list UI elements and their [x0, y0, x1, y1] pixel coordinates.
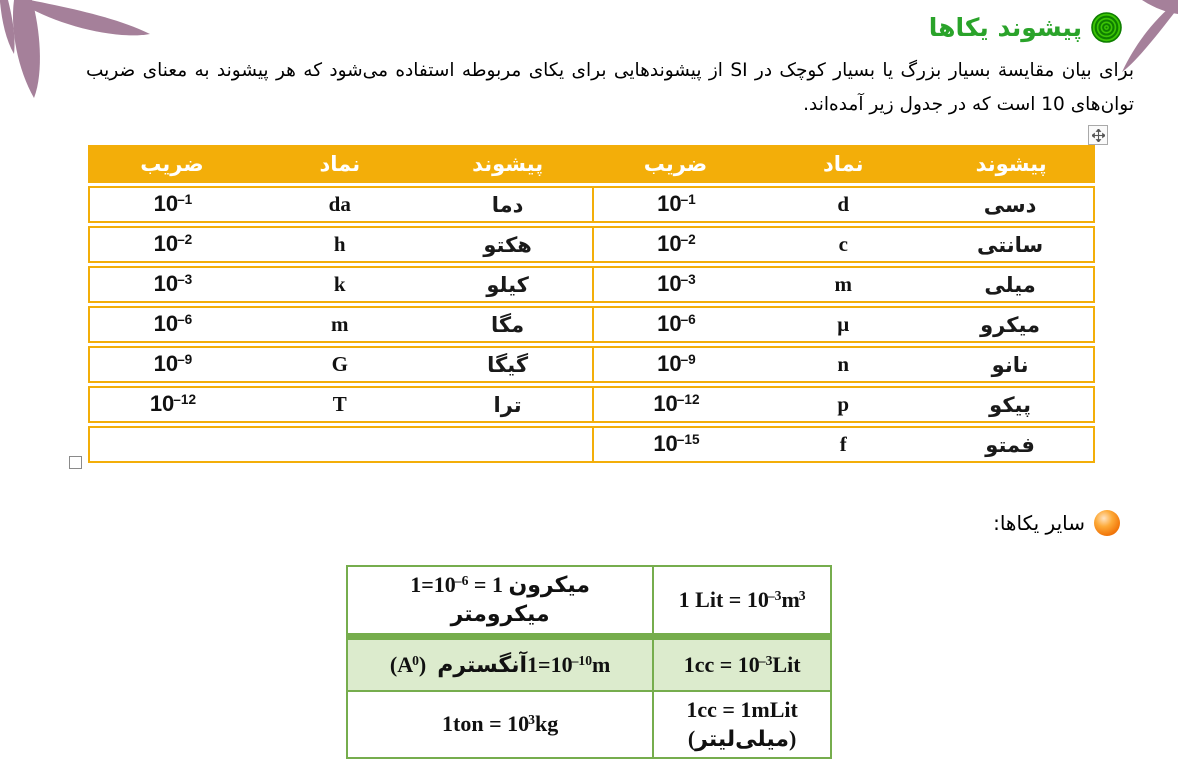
column-header-prefix: پیشوند [424, 145, 592, 183]
table-row [88, 426, 1095, 463]
table-row [88, 186, 1095, 223]
table-row [88, 386, 1095, 423]
prefix-factor: $10^{-3}$ [88, 266, 256, 303]
prefix-name: پیکو [927, 386, 1095, 423]
column-header-prefix: پیشوند [927, 145, 1095, 183]
prefix-factor: $10^{-2}$ [592, 226, 760, 263]
prefix-name: فمتو [927, 426, 1095, 463]
prefix-name [424, 426, 592, 463]
table-row [347, 691, 831, 758]
prefix-factor: $10^{-2}$ [88, 226, 256, 263]
prefix-table-header [88, 145, 1095, 183]
table-row [347, 566, 831, 637]
other-units-row [993, 510, 1120, 536]
prefix-factor: $10^{-12}$ [88, 386, 256, 423]
title-row [929, 12, 1122, 43]
table-row [88, 226, 1095, 263]
prefix-factor: $10^{-12}$ [592, 386, 760, 423]
prefix-symbol [256, 426, 424, 463]
table-row [347, 637, 831, 692]
prefix-symbol: T [256, 386, 424, 423]
prefix-symbol: h [256, 226, 424, 263]
unit-formula-liter: 1 Lit = $10^{-3}m^3$ [653, 566, 831, 637]
prefix-name: میکرو [927, 306, 1095, 343]
prefix-name: مگا [424, 306, 592, 343]
prefix-factor: $10^{-15}$ [592, 426, 760, 463]
prefix-symbol: μ [759, 306, 927, 343]
prefix-table [88, 142, 1095, 466]
prefix-name: دسی [927, 186, 1095, 223]
table-row [88, 266, 1095, 303]
prefix-name: ترا [424, 386, 592, 423]
prefix-symbol: k [256, 266, 424, 303]
unit-formula-milliliter: 1cc = 1mLit (میلی‌لیتر) [653, 691, 831, 758]
prefix-name: گیگا [424, 346, 592, 383]
prefix-factor [88, 426, 256, 463]
prefix-factor: $10^{-1}$ [592, 186, 760, 223]
prefix-symbol: p [759, 386, 927, 423]
page-title: پیشوند یکاها [928, 13, 1082, 42]
unit-formula-cc: $1cc = 10^{-3}Lit$ [653, 637, 831, 692]
column-header-factor: ضریب [592, 145, 760, 183]
column-header-factor: ضریب [88, 145, 256, 183]
prefix-name: هکتو [424, 226, 592, 263]
prefix-factor: $10^{-3}$ [592, 266, 760, 303]
prefix-factor: $10^{-1}$ [88, 186, 256, 223]
prefix-symbol: f [759, 426, 927, 463]
other-units-label: سایر یکاها: [993, 511, 1085, 535]
prefix-factor: $10^{-9}$ [592, 346, 760, 383]
prefix-symbol: d [759, 186, 927, 223]
table-row [88, 346, 1095, 383]
intro-paragraph: برای بیان مقایسة بسیار بزرگ یا بسیار کوچک در SI از پیشوندهایی برای یکای مربوطه استفاده می‌شود که هر پیشوند به معنای ضریب توان‌های 10 است که در جدول زیر آمده‌اند. [86, 60, 1135, 115]
unit-formula-ton: $1ton = 10^3kg$ [347, 691, 653, 758]
prefix-name: میلی [927, 266, 1095, 303]
prefix-factor: $10^{-6}$ [88, 306, 256, 343]
prefix-name: کیلو [424, 266, 592, 303]
prefix-factor: $10^{-9}$ [88, 346, 256, 383]
prefix-factor: $10^{-6}$ [592, 306, 760, 343]
prefix-name: دما [424, 186, 592, 223]
prefix-name: نانو [927, 346, 1095, 383]
other-units-table [346, 565, 832, 759]
column-header-symbol: نماد [759, 145, 927, 183]
prefix-symbol: c [759, 226, 927, 263]
prefix-symbol: n [759, 346, 927, 383]
table-row [88, 306, 1095, 343]
spiral-bullet-icon [1091, 12, 1122, 43]
prefix-symbol: G [256, 346, 424, 383]
column-header-symbol: نماد [256, 145, 424, 183]
prefix-symbol: m [759, 266, 927, 303]
unit-formula-angstrom: $(A^0)$ آنگسترم $1=10^{-10}m$ [347, 637, 653, 692]
orange-sphere-bullet-icon [1094, 510, 1120, 536]
prefix-name: سانتی [927, 226, 1095, 263]
placeholder-square-handle[interactable] [69, 456, 82, 469]
prefix-symbol: da [256, 186, 424, 223]
unit-formula-micron: $1=10^{-6}$ = میکرون 1 میکرومتر [347, 566, 653, 637]
prefix-symbol: m [256, 306, 424, 343]
